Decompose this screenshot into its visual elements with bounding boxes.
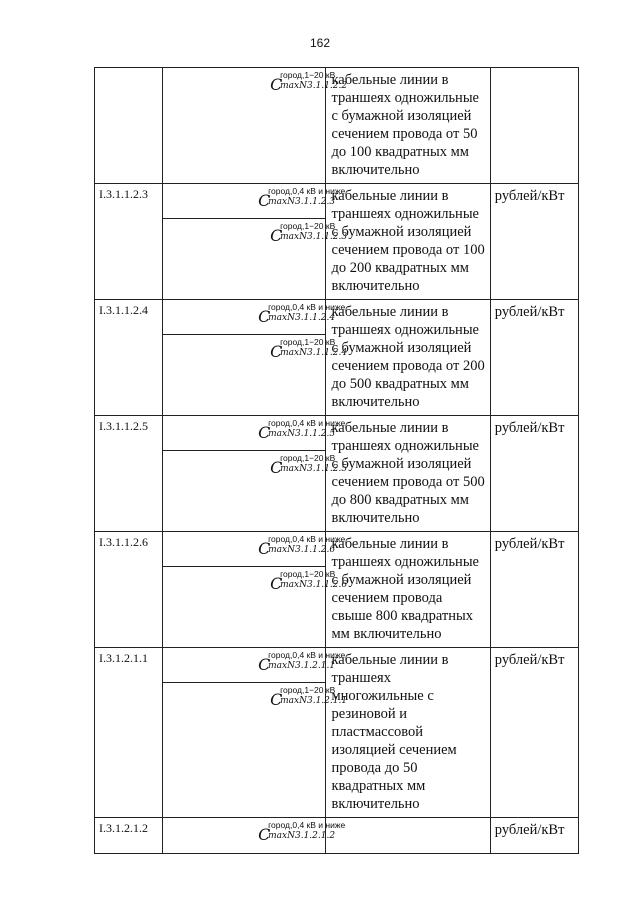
formula-symbol: C	[270, 458, 283, 477]
row-unit: рублей/кВт	[494, 188, 565, 204]
row-description: кабельные линии в траншеях одножильные с бумажной изоляцией сечением провода от 200 до 500 квадратных мм включительно	[331, 304, 485, 410]
row-code: I.3.1.1.2.6	[99, 535, 148, 549]
formula	[163, 68, 348, 102]
row-unit: рублей/кВт	[494, 304, 565, 320]
row-unit-cell	[490, 818, 578, 854]
formula-symbol: C	[258, 655, 271, 674]
row-unit-cell	[490, 68, 578, 184]
row-description: кабельные линии в траншеях одножильные с бумажной изоляцией сечением провода от 50 до 100 квадратных мм включительно	[331, 72, 479, 178]
row-formula-cell	[163, 300, 348, 416]
formula-subscript: maxN3.1.1.2.5	[280, 464, 348, 474]
row-code: I.3.1.1.2.3	[99, 187, 148, 201]
row-description	[326, 818, 489, 825]
formula	[163, 818, 346, 852]
row-code	[95, 68, 162, 71]
formula-subscript: maxN3.1.1.2.3	[268, 197, 336, 207]
row-code: I.3.1.2.1.1	[99, 651, 148, 665]
formula	[163, 450, 348, 481]
formula-subscript: maxN3.1.2.1.1	[280, 696, 348, 706]
formula-superscript: город,1−20 кВ	[280, 70, 336, 80]
row-description-cell	[326, 416, 490, 532]
row-formula-cell	[163, 184, 348, 300]
row-description-cell	[326, 68, 490, 184]
formula-symbol: C	[270, 690, 283, 709]
formula-symbol: C	[258, 191, 271, 210]
row-code-cell	[95, 648, 163, 818]
row-formula-cell	[163, 416, 348, 532]
row-description: кабельные линии в траншеях одножильные с бумажной изоляцией сечением провода свыше 800 квадратных мм включительно	[331, 536, 479, 642]
formula-superscript: город,0,4 кВ и ниже	[268, 650, 346, 660]
row-description-cell	[326, 184, 490, 300]
row-code-cell	[95, 300, 163, 416]
row-code-cell	[95, 532, 163, 648]
formula	[163, 416, 346, 450]
table-row	[95, 416, 579, 532]
table-row	[95, 184, 579, 300]
formula	[163, 532, 346, 566]
row-unit-cell	[490, 184, 578, 300]
formula	[163, 648, 346, 682]
formula-superscript: город,1−20 кВ	[280, 685, 336, 695]
formula-superscript: город,0,4 кВ и ниже	[268, 418, 346, 428]
row-description: кабельные линии в траншеях многожильные с резиновой и пластмассовой изоляцией сечением провода до 50 квадратных мм включительно	[331, 652, 457, 812]
row-unit-cell	[490, 648, 578, 818]
table-row	[95, 300, 579, 416]
formula-symbol: C	[258, 307, 271, 326]
row-formula-cell	[163, 818, 346, 854]
row-code-cell	[95, 818, 163, 854]
formula-symbol: C	[270, 342, 283, 361]
formula-superscript: город,1−20 кВ	[280, 569, 336, 579]
page-number: 162	[309, 36, 331, 50]
formula-subscript: maxN3.1.1.2.4	[268, 313, 336, 323]
formula	[163, 184, 346, 218]
formula-superscript: город,0,4 кВ и ниже	[268, 302, 346, 312]
formula-symbol: C	[258, 539, 271, 558]
row-unit: рублей/кВт	[494, 652, 565, 668]
formula-subscript: maxN3.1.1.2.4	[280, 348, 348, 358]
row-unit: рублей/кВт	[494, 536, 565, 552]
row-description-cell	[326, 300, 490, 416]
row-description: кабельные линии в траншеях одножильные с бумажной изоляцией сечением провода от 100 до 200 квадратных мм включительно	[331, 188, 485, 294]
formula-subscript: maxN3.1.1.2.2	[280, 81, 348, 91]
row-unit: рублей/кВт	[494, 420, 565, 436]
row-code: I.3.1.2.1.2	[99, 821, 148, 835]
row-unit-cell	[490, 300, 578, 416]
row-unit: рублей/кВт	[494, 822, 565, 838]
row-code: I.3.1.1.2.4	[99, 303, 148, 317]
formula-superscript: город,1−20 кВ	[280, 337, 336, 347]
formula-subscript: maxN3.1.1.2.3	[280, 232, 348, 242]
formula-subscript: maxN3.1.1.2.5	[268, 429, 336, 439]
row-unit	[491, 68, 578, 71]
formula-subscript: maxN3.1.2.1.1	[268, 661, 336, 671]
row-formula-cell	[163, 648, 348, 818]
formula-symbol: C	[270, 574, 283, 593]
formula-superscript: город,1−20 кВ	[280, 453, 336, 463]
formula	[163, 300, 346, 334]
formula-superscript: город,0,4 кВ и ниже	[268, 820, 346, 830]
formula-superscript: город,0,4 кВ и ниже	[268, 186, 346, 196]
tariff-table	[94, 67, 579, 854]
formula	[163, 334, 348, 365]
table-row	[95, 818, 579, 854]
formula-superscript: город,1−20 кВ	[280, 221, 336, 231]
row-description-cell	[326, 818, 490, 854]
formula-subscript: maxN3.1.2.1.2	[268, 831, 336, 841]
formula-symbol: C	[270, 226, 283, 245]
row-code-cell	[95, 68, 163, 184]
row-formula-cell	[163, 68, 348, 184]
formula-subscript: maxN3.1.1.2.6	[268, 545, 336, 555]
formula-superscript: город,0,4 кВ и ниже	[268, 534, 346, 544]
row-formula-cell	[163, 532, 348, 648]
row-code: I.3.1.1.2.5	[99, 419, 148, 433]
formula-subscript: maxN3.1.1.2.6	[280, 580, 348, 590]
row-description-cell	[326, 532, 490, 648]
row-unit-cell	[490, 416, 578, 532]
formula-symbol: C	[270, 75, 283, 94]
row-code-cell	[95, 416, 163, 532]
formula	[163, 566, 348, 597]
row-description: кабельные линии в траншеях одножильные с бумажной изоляцией сечением провода от 500 до 800 квадратных мм включительно	[331, 420, 485, 526]
row-description-cell	[326, 648, 490, 818]
formula	[163, 218, 348, 249]
table-row	[95, 532, 579, 648]
table-row	[95, 648, 579, 818]
row-code-cell	[95, 184, 163, 300]
row-unit-cell	[490, 532, 578, 648]
formula-symbol: C	[258, 423, 271, 442]
formula-symbol: C	[258, 825, 271, 844]
formula	[163, 682, 348, 713]
table-row	[95, 68, 579, 184]
